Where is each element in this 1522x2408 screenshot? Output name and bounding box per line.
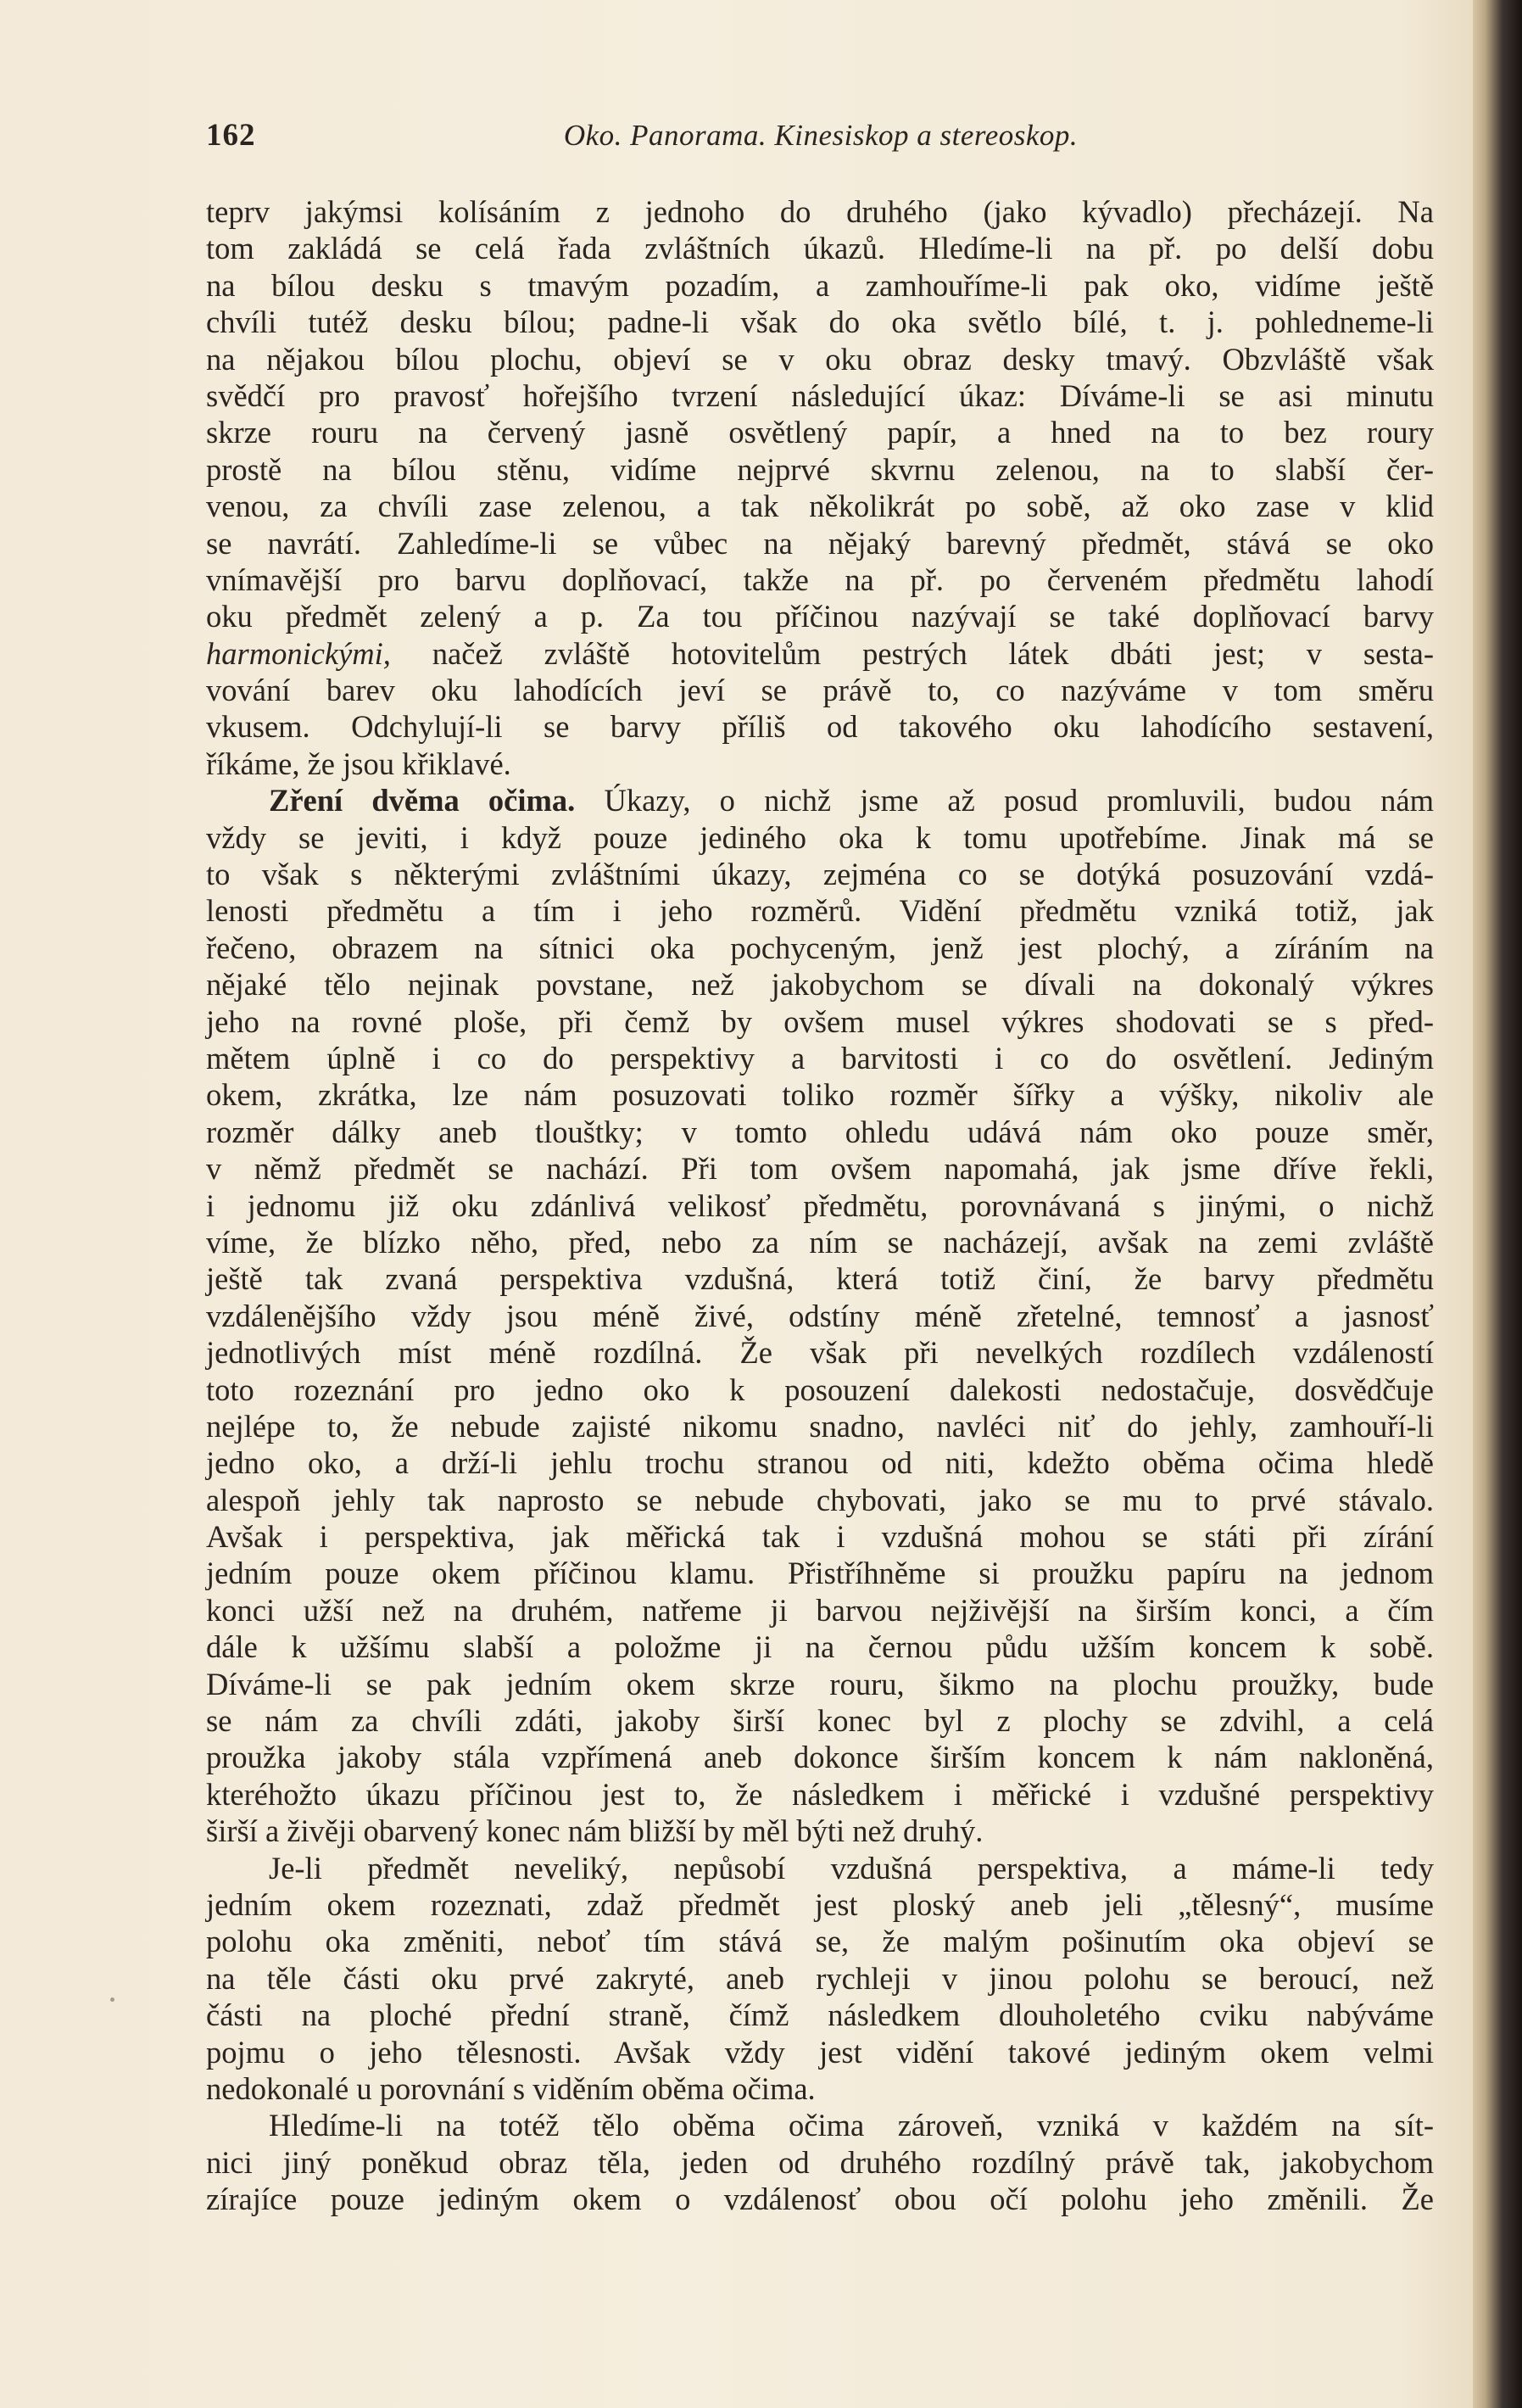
- text-line: nici jiný poněkud obraz těla, jeden od druhého rozdílný právě tak, jakobychom: [206, 2144, 1434, 2180]
- text-line: na nějakou bílou plochu, objeví se v oku obraz desky tmavý. Obzvláště však: [206, 341, 1434, 377]
- text-line: jednotlivých míst méně rozdílná. Že však při nevelkých rozdílech vzdáleností: [206, 1335, 1434, 1371]
- text-line: skrze rouru na červený jasně osvětlený papír, a hned na to bez roury: [206, 415, 1434, 450]
- text-line: víme, že blízko něho, před, nebo za ním se nacházejí, avšak na zemi zvláště: [206, 1224, 1434, 1260]
- text-line: lenosti předmětu a tím i jeho rozměrů. Vidění předmětu vzniká totiž, jak: [206, 893, 1434, 929]
- text-line-emphasis: [206, 635, 1434, 672]
- text-line: proužka jakoby stála vzpřímená aneb dokonce širším koncem k nám nakloněná,: [206, 1740, 1434, 1775]
- text-line: toto rozeznání pro jedno oko k posouzení dalekosti nedostačuje, dosvědčuje: [206, 1372, 1434, 1407]
- text-line: mětem úplně i co do perspektivy a barvitosti i co do osvětlení. Jediným: [206, 1040, 1434, 1075]
- text-line: vždy se jeviti, i když pouze jediného oka k tomu upotřebíme. Jinak má se: [206, 819, 1434, 855]
- text-line: jedno oko, a drží-li jehlu trochu stranou od niti, kdežto oběma očima hledě: [206, 1445, 1434, 1481]
- text-line: vzdálenějšího vždy jsou méně živé, odstíny méně zřetelné, temnosť a jasnosť: [206, 1298, 1434, 1333]
- text-fragment: načež zvláště hotovitelům pestrých látek dbáti jest; v sesta-: [390, 635, 1434, 671]
- text-line: řečeno, obrazem na sítnici oka pochyceným, jenž jest plochý, a zíráním na: [206, 930, 1434, 965]
- text-line: jedním okem rozeznati, zdaž předmět jest ploský aneb jeli „tělesný“, musíme: [206, 1886, 1434, 1922]
- text-line: prostě na bílou stěnu, vidíme nejprvé skvrnu zelenou, na to slabší čer-: [206, 451, 1434, 487]
- book-binding-edge: [1473, 0, 1522, 2408]
- text-line: ještě tak zvaná perspektiva vzdušná, která totiž činí, že barvy předmětu: [206, 1261, 1434, 1297]
- section-heading-line: [206, 782, 1434, 818]
- text-line: v němž předmět se nachází. Při tom ovšem napomahá, jak jsme dříve řekli,: [206, 1151, 1434, 1187]
- text-line: zírajíce pouze jediným okem o vzdálenosť obou očí polohu jeho změnili. Že: [206, 2182, 1434, 2217]
- italic-term: harmonickými,: [206, 635, 391, 671]
- text-line: alespoň jehly tak naprosto se nebude chybovati, jako se mu to prvé stávalo.: [206, 1482, 1434, 1517]
- text-line: vkusem. Odchylují-li se barvy příliš od takového oku lahodícího sestavení,: [206, 709, 1434, 745]
- text-line: polohu oka změniti, neboť tím stává se, že malým pošinutím oka objeví se: [206, 1924, 1434, 1959]
- paragraph-start-line: Je-li předmět neveliký, nepůsobí vzdušná perspektiva, a máme-li tedy: [269, 1850, 1434, 1886]
- paragraph-start-line: Hledíme-li na totéž tělo oběma očima zároveň, vzniká v každém na sít-: [269, 2108, 1434, 2143]
- text-line: vnímavější pro barvu doplňovací, takže na př. po červeném předmětu lahodí: [206, 561, 1434, 597]
- section-heading: Zření dvěma očima.: [269, 783, 576, 818]
- text-line: nějaké tělo nejinak povstane, než jakobychom se dívali na dokonalý výkres: [206, 967, 1434, 1003]
- text-line: Avšak i perspektiva, jak měřická tak i vzdušná mohou se státi při zírání: [206, 1519, 1434, 1555]
- text-line: to však s některými zvláštními úkazy, zejména co se dotýká posuzování vzdá-: [206, 857, 1434, 892]
- page-number: 162: [206, 118, 256, 153]
- text-line: okem, zkrátka, lze nám posuzovati toliko rozměr šířky a výšky, nikoliv ale: [206, 1077, 1434, 1113]
- text-line: se navrátí. Zahledíme-li se vůbec na nějaký barevný předmět, stává se oko: [206, 525, 1434, 561]
- text-line: oku předmět zelený a p. Za tou příčinou nazývají se také doplňovací barvy: [206, 599, 1434, 634]
- text-line: svědčí pro pravosť hořejšího tvrzení následující úkaz: Díváme-li se asi minutu: [206, 377, 1434, 413]
- text-line: teprv jakýmsi kolísáním z jednoho do druhého (jako kývadlo) přecházejí. Na: [206, 194, 1434, 229]
- page-header: [206, 117, 1436, 159]
- text-line: konci užší než na druhém, natřeme ji barvou nejživější na širším konci, a čím: [206, 1592, 1434, 1628]
- text-line: tom zakládá se celá řada zvláštních úkazů. Hledíme-li na př. po delší dobu: [206, 231, 1434, 266]
- text-line: na těle části oku prvé zakryté, aneb rychleji v jinou polohu se beroucí, než: [206, 1960, 1434, 1996]
- text-line: pojmu o jeho tělesnosti. Avšak vždy jest vidění takové jediným okem velmi: [206, 2034, 1434, 2070]
- text-line: říkáme, že jsou křiklavé.: [206, 746, 511, 781]
- text-line: se nám za chvíli zdáti, jakoby širší konec byl z plochy se zdvihl, a celá: [206, 1703, 1434, 1739]
- text-line: nedokonalé u porovnání s viděním oběma očima.: [206, 2070, 816, 2106]
- text-line: dále k užšímu slabší a položme ji na černou půdu užším koncem k sobě.: [206, 1629, 1434, 1665]
- text-line: vování barev oku lahodících jeví se právě to, co nazýváme v tom směru: [206, 673, 1434, 708]
- text-line: části na ploché přední straně, čímž následkem dlouholetého cviku nabýváme: [206, 1997, 1434, 2033]
- text-line: na bílou desku s tmavým pozadím, a zamhouříme-li pak oko, vidíme ještě: [206, 267, 1434, 303]
- text-line: širší a živěji obarvený konec nám bližší by měl býti než druhý.: [206, 1813, 984, 1849]
- text-line: jeho na rovné ploše, při čemž by ovšem musel výkres shodovati se s před-: [206, 1003, 1434, 1039]
- text-line: rozměr dálky aneb tlouštky; v tomto ohledu udává nám oko pouze směr,: [206, 1114, 1434, 1149]
- text-line: Díváme-li se pak jedním okem skrze rouru, šikmo na plochu proužky, bude: [206, 1666, 1434, 1701]
- page-text: [206, 193, 1434, 2217]
- text-line: venou, za chvíli zase zelenou, a tak několikrát po sobě, až oko zase v klid: [206, 489, 1434, 524]
- text-line: jedním pouze okem příčinou klamu. Přistříhněme si proužku papíru na jednom: [206, 1556, 1434, 1591]
- text-line: chvíli tutéž desku bílou; padne-li však do oka světlo bílé, t. j. pohledneme-li: [206, 304, 1434, 340]
- text-line: i jednomu již oku zdánlivá velikosť předmětu, porovnávaná s jinými, o nichž: [206, 1187, 1434, 1223]
- text-line: kteréhožto úkazu příčinou jest to, že následkem i měřické i vzdušné perspektivy: [206, 1776, 1434, 1812]
- text-line: nejlépe to, že nebude zajisté nikomu snadno, navléci niť do jehly, zamhouří-li: [206, 1408, 1434, 1444]
- running-title: Oko. Panorama. Kinesiskop a stereoskop.: [563, 119, 1079, 152]
- text-fragment: Úkazy, o nichž jsme až posud promluvili, budou nám: [575, 783, 1434, 818]
- paper-speck: [110, 1997, 114, 2002]
